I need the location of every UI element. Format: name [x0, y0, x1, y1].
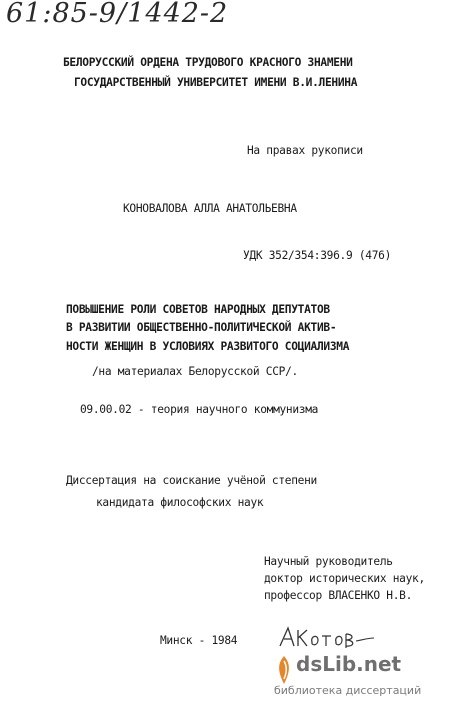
author-name: КОНОВАЛОВА АЛЛА АНАТОЛЬЕВНА	[123, 202, 297, 215]
supervisor-degree: доктор исторических наук,	[264, 572, 425, 585]
dslib-brand-name: dsLib.net	[296, 652, 402, 676]
thesis-title-line-1: ПОВЫШЕНИЕ РОЛИ СОВЕТОВ НАРОДНЫХ ДЕПУТАТОВ	[66, 303, 330, 316]
dissertation-degree-line-2: кандидата философских наук	[96, 496, 264, 509]
place-and-year: Минск - 1984	[160, 634, 238, 647]
thesis-title-line-2: В РАЗВИТИИ ОБЩЕСТВЕННО-ПОЛИТИЧЕСКОЙ АКТИВ-	[66, 321, 337, 334]
dslib-logo-icon	[274, 655, 294, 685]
supervisor-title: Научный руководитель	[264, 555, 393, 568]
archive-handwritten-mark: 61:85-9/1442-2	[6, 0, 229, 29]
thesis-subtitle: /на материалах Белорусской ССР/.	[92, 365, 298, 378]
udk-code: УДК 352/354:396.9 (476)	[243, 249, 392, 262]
thesis-title-line-3: НОСТИ ЖЕНЩИН В УСЛОВИЯХ РАЗВИТОГО СОЦИАЛИЗМА	[66, 340, 350, 353]
dissertation-degree-line-1: Диссертация на соискание учёной степени	[66, 474, 317, 487]
signature-image	[276, 622, 376, 654]
supervisor-name: профессор ВЛАСЕНКО Н.В.	[264, 589, 413, 602]
dslib-watermark	[274, 652, 444, 702]
specialty-code: 09.00.02 - теория научного коммунизма	[80, 403, 319, 416]
institution-line-2: ГОСУДАРСТВЕННЫЙ УНИВЕРСИТЕТ ИМЕНИ В.И.ЛЕНИНА	[74, 76, 358, 89]
institution-line-1: БЕЛОРУССКИЙ ОРДЕНА ТРУДОВОГО КРАСНОГО ЗНАМЕНИ	[63, 56, 353, 69]
manuscript-rights-note: На правах рукописи	[247, 144, 363, 157]
dslib-tagline: библиотека диссертаций	[274, 684, 422, 697]
